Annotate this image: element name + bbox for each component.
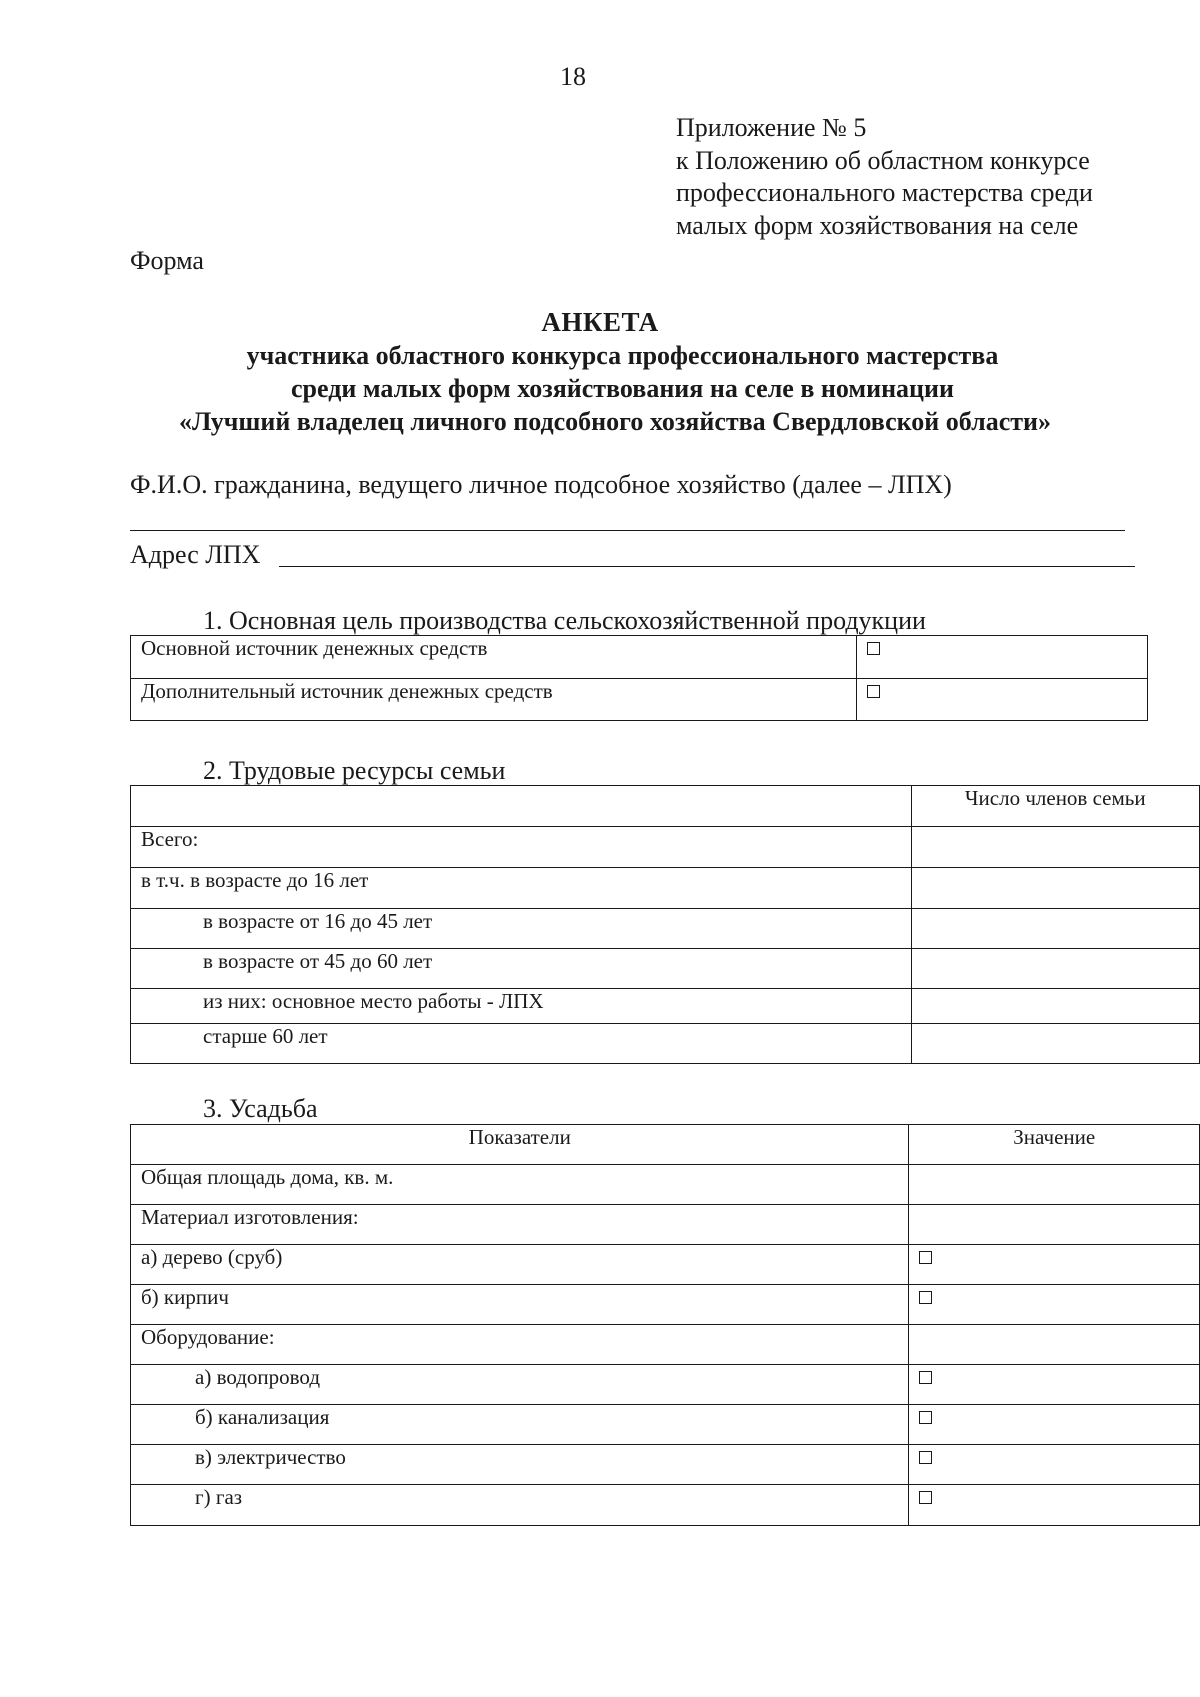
header-cell: Число членов семьи [911,786,1200,827]
table-row [131,1365,1200,1405]
row-label: б) канализация [131,1405,909,1445]
table-row [131,1165,1200,1205]
fio-label: Ф.И.О. гражданина, ведущего личное подсобное хозяйство (далее – ЛПХ) [130,470,952,499]
table-row [131,1405,1200,1445]
document-title [0,306,1200,438]
checkbox[interactable] [867,642,880,655]
value-cell[interactable] [911,827,1200,868]
table-row [131,1024,1200,1064]
checkbox[interactable] [867,685,880,698]
section-3-title: 3. Усадьба [203,1094,318,1123]
appendix-line: малых форм хозяйствования на селе [676,210,1079,240]
fio-input-line[interactable] [130,530,1125,531]
table-row [131,989,1200,1024]
value-cell [909,1325,1200,1365]
row-label: Всего: [131,827,912,868]
table-row [131,636,1148,679]
appendix-line: профессионального мастерства среди [676,178,1093,207]
checkbox[interactable] [919,1451,932,1464]
row-label: а) водопровод [131,1365,909,1405]
table-row [131,827,1200,868]
row-label: Основной источник денежных средств [131,636,857,679]
header-cell: Показатели [131,1125,909,1165]
row-label: старше 60 лет [131,1024,912,1064]
title-line: АНКЕТА [541,307,659,337]
row-label: в возрасте от 16 до 45 лет [131,909,912,949]
row-label: г) газ [131,1485,909,1526]
row-label: в) электричество [131,1445,909,1485]
header-cell [131,786,912,827]
value-cell[interactable] [911,868,1200,909]
table-row [131,868,1200,909]
value-cell[interactable] [911,909,1200,949]
row-label: в возрасте от 45 до 60 лет [131,949,912,989]
table-row [131,1205,1200,1245]
title-line: участника областного конкурса профессионального мастерства [246,341,999,370]
checkbox[interactable] [919,1251,932,1264]
section-1-table [130,635,1148,721]
value-cell [909,1445,1200,1485]
value-cell[interactable] [909,1165,1200,1205]
address-label: Адрес ЛПХ [130,540,261,569]
table-row [131,679,1148,721]
table-row [131,1325,1200,1365]
appendix-line: Приложение № 5 [676,113,867,142]
row-label: Общая площадь дома, кв. м. [131,1165,909,1205]
title-line: среди малых форм хозяйствования на селе в номинации [291,374,954,403]
section-2-title: 2. Трудовые ресурсы семьи [203,756,506,785]
title-line: «Лучший владелец личного подсобного хозяйства Свердловской области» [179,407,1051,436]
page-number: 18 [560,62,586,91]
appendix-reference [676,112,1093,242]
value-cell [909,1285,1200,1325]
value-cell [909,1405,1200,1445]
section-2-table [130,785,1200,1064]
value-cell [909,1205,1200,1245]
value-cell [909,1365,1200,1405]
checkbox[interactable] [919,1491,932,1504]
row-label: Оборудование: [131,1325,909,1365]
row-label: б) кирпич [131,1285,909,1325]
section-1-title: 1. Основная цель производства сельскохозяйственной продукции [203,606,926,635]
table-header [131,1125,1200,1165]
table-row [131,909,1200,949]
checkbox[interactable] [919,1371,932,1384]
section-3-table [130,1124,1200,1526]
address-input-line[interactable] [279,566,1135,567]
row-label: в т.ч. в возрасте до 16 лет [131,868,912,909]
row-label: Дополнительный источник денежных средств [131,679,857,721]
checkbox[interactable] [919,1291,932,1304]
table-row [131,1245,1200,1285]
value-cell [857,636,1148,679]
checkbox[interactable] [919,1411,932,1424]
value-cell [857,679,1148,721]
header-cell: Значение [909,1125,1200,1165]
table-row [131,949,1200,989]
value-cell[interactable] [911,989,1200,1024]
value-cell[interactable] [911,949,1200,989]
row-label: из них: основное место работы - ЛПХ [131,989,912,1024]
table-header [131,786,1200,827]
appendix-line: к Положению об областном конкурсе [676,145,1090,175]
form-label: Форма [130,246,204,275]
row-label: а) дерево (сруб) [131,1245,909,1285]
value-cell [909,1485,1200,1526]
table-row [131,1285,1200,1325]
table-row [131,1445,1200,1485]
value-cell[interactable] [911,1024,1200,1064]
table-row [131,1485,1200,1526]
row-label: Материал изготовления: [131,1205,909,1245]
value-cell [909,1245,1200,1285]
